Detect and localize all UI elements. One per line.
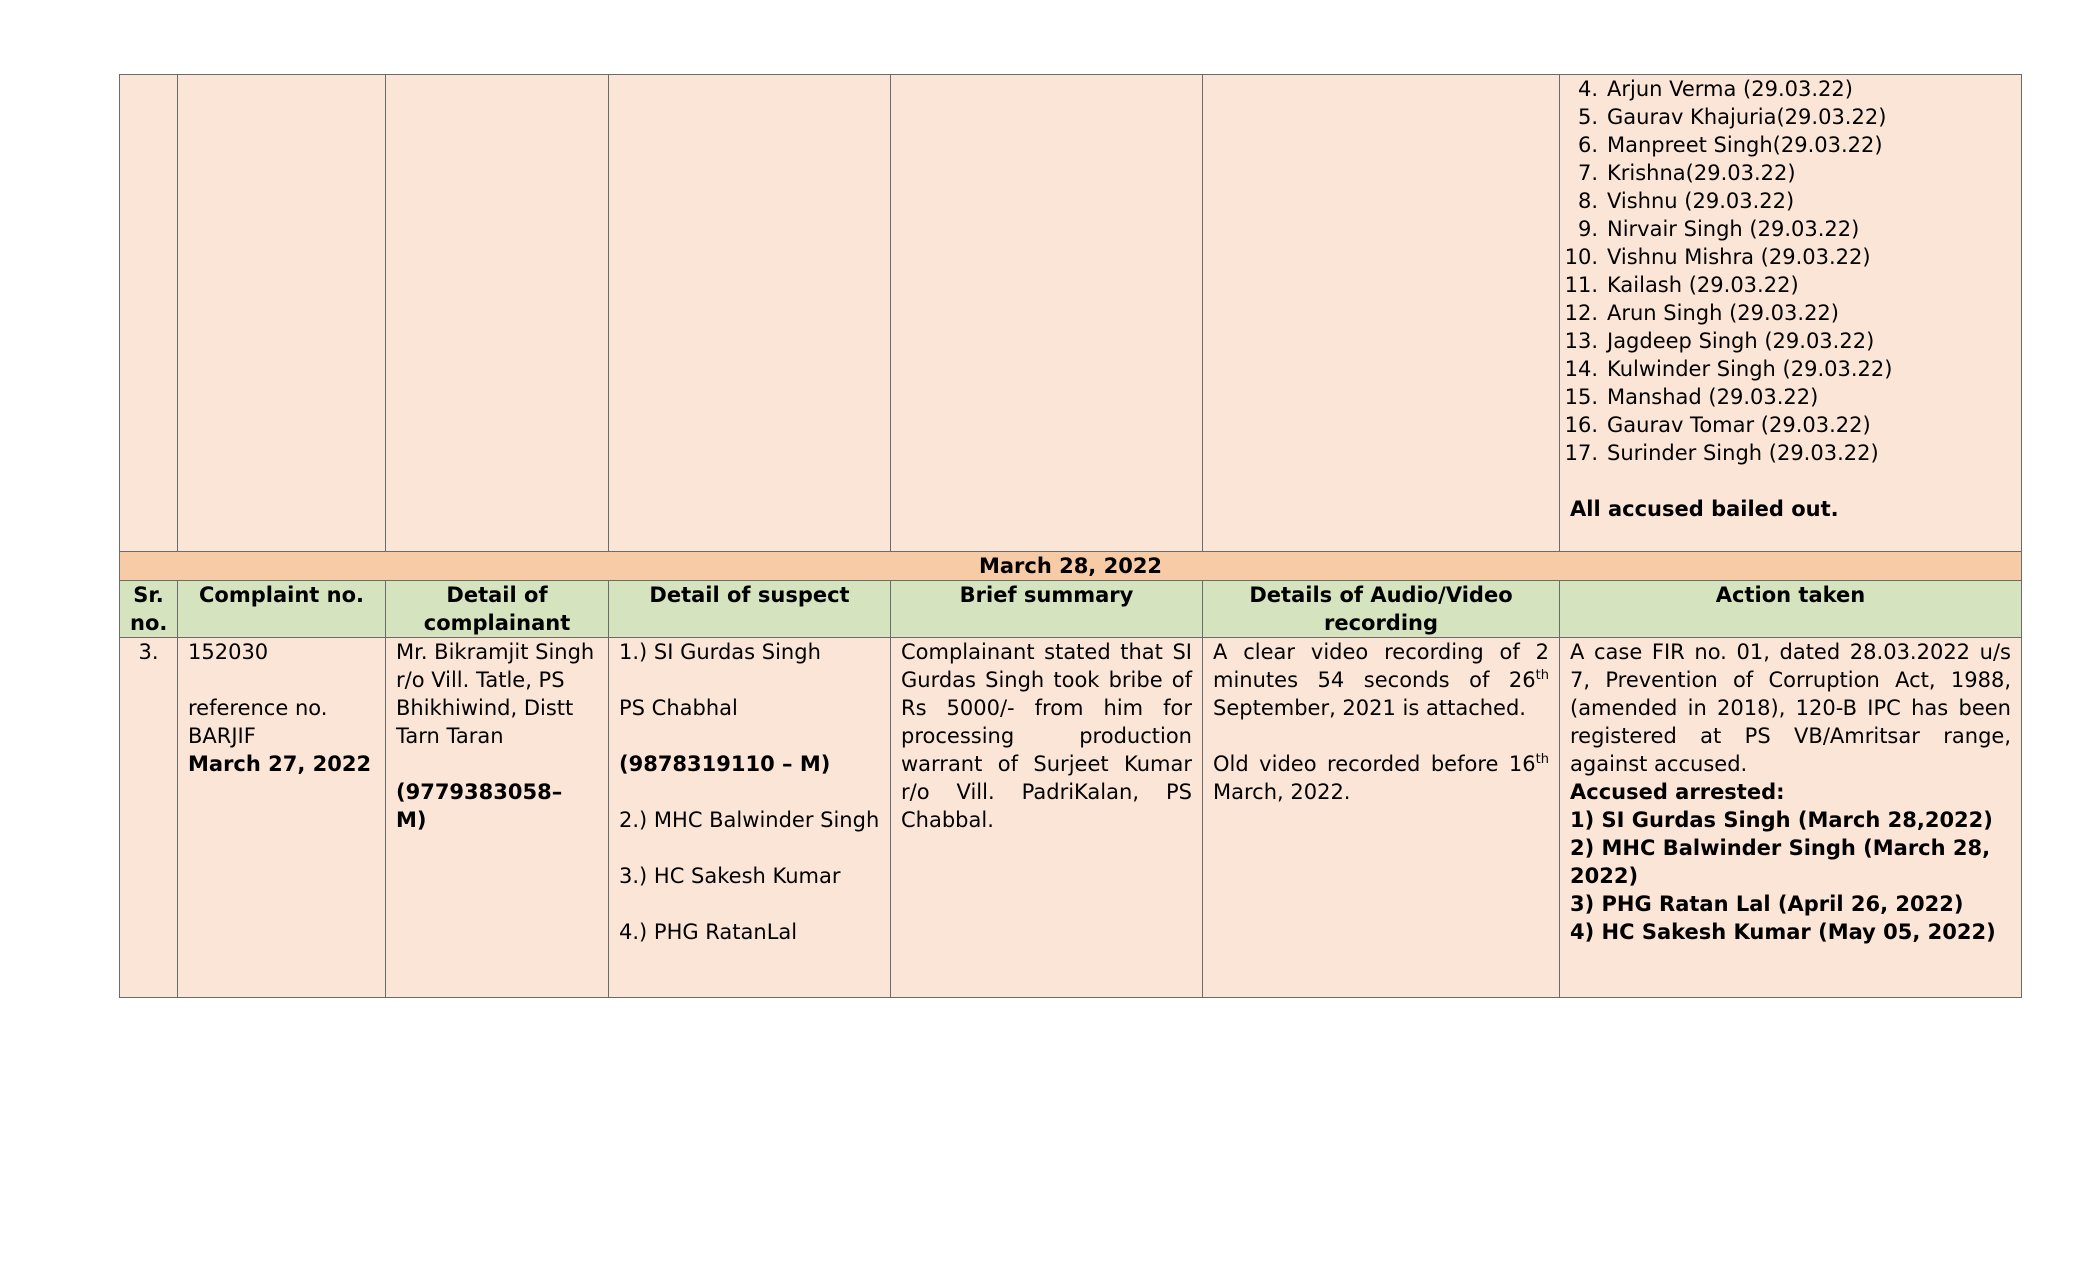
suspect-4: 4.) PHG RatanLal [619,920,798,944]
arrested-item: 2) MHC Balwinder Singh (March 28, 2022) [1570,836,1991,888]
empty-cell [178,75,386,552]
accused-list-item: 12. Arun Singh (29.03.22) [1564,301,1839,325]
header-row [120,581,2022,638]
record-row [120,638,2022,998]
reference-value: BARJIF [188,724,256,748]
accused-list-item: 9. Nirvair Singh (29.03.22) [1577,217,1860,241]
action-cell [1560,638,2022,998]
accused-list-item: 13. Jagdeep Singh (29.03.22) [1564,329,1875,353]
header-complainant: Detail of complainant [386,581,609,638]
accused-list-item: 5. Gaurav Khajuria(29.03.22) [1577,105,1887,129]
date-row [120,552,2022,581]
empty-cell [386,75,609,552]
summary-cell: Complainant stated that SI Gurdas Singh took bribe of Rs 5000/- from him for processing production warrant of Surjeet Kumar r/o Vill. PadriKalan, PS Chabbal. [891,638,1203,998]
recording-detail-2: Old video recorded before 16th March, 2022. [1213,752,1549,804]
header-recording: Details of Audio/Video recording [1203,581,1560,638]
complaint-cell [178,638,386,998]
arrested-list [1570,806,2011,946]
header-action: Action taken [1560,581,2022,638]
sr-cell: 3. [120,638,178,998]
header-complaint: Complaint no. [178,581,386,638]
accused-list-item: 15. Manshad (29.03.22) [1564,385,1819,409]
arrested-heading: Accused arrested: [1570,780,1785,804]
accused-list-item: 16. Gaurav Tomar (29.03.22) [1564,413,1871,437]
header-sr: Sr. no. [120,581,178,638]
reference-label: reference no. [188,696,328,720]
complaints-table [119,74,2022,998]
arrested-item: 3) PHG Ratan Lal (April 26, 2022) [1570,892,1964,916]
suspect-cell [609,638,891,998]
suspect-1-ps: PS Chabhal [619,696,738,720]
arrested-item: 4) HC Sakesh Kumar (May 05, 2022) [1570,920,1996,944]
accused-list-item: 10. Vishnu Mishra (29.03.22) [1564,245,1871,269]
suspect-1: 1.) SI Gurdas Singh [619,640,821,664]
accused-list-cell [1560,75,2022,552]
header-suspect: Detail of suspect [609,581,891,638]
complainant-cell [386,638,609,998]
date-heading: March 28, 2022 [120,552,2022,581]
suspect-1-phone: (9878319110 – M) [619,752,831,776]
accused-list-item: 8. Vishnu (29.03.22) [1577,189,1795,213]
accused-list [1560,75,2011,467]
empty-cell [609,75,891,552]
recording-detail-1: A clear video recording of 2 minutes 54 seconds of 26th September, 2021 is attached. [1213,640,1549,720]
complaint-date: March 27, 2022 [188,752,372,776]
header-summary: Brief summary [891,581,1203,638]
accused-list-item: 14. Kulwinder Singh (29.03.22) [1564,357,1893,381]
accused-list-item: 7. Krishna(29.03.22) [1577,161,1796,185]
complaint-number: 152030 [188,640,269,664]
accused-list-item: 11. Kailash (29.03.22) [1564,273,1799,297]
continuation-row [120,75,2022,552]
empty-cell [891,75,1203,552]
accused-list-item: 17. Surinder Singh (29.03.22) [1564,441,1879,465]
empty-cell [1203,75,1560,552]
complainant-name: Mr. Bikramjit Singh r/o Vill. Tatle, PS Bhikhiwind, Distt Tarn Taran [396,640,595,748]
empty-cell [120,75,178,552]
action-text: A case FIR no. 01, dated 28.03.2022 u/s 7, Prevention of Corruption Act, 1988, (amended in 2018), 120-B IPC has been registered at PS VB/Amritsar range, against accused. [1570,640,2011,776]
recording-cell [1203,638,1560,998]
accused-list-item: 4. Arjun Verma (29.03.22) [1577,77,1853,101]
suspect-3: 3.) HC Sakesh Kumar [619,864,841,888]
suspect-2: 2.) MHC Balwinder Singh [619,808,880,832]
bailed-note: All accused bailed out. [1570,497,1839,521]
accused-list-item: 6. Manpreet Singh(29.03.22) [1577,133,1883,157]
complainant-phone: (9779383058– M) [396,780,563,832]
arrested-item: 1) SI Gurdas Singh (March 28,2022) [1570,808,1993,832]
